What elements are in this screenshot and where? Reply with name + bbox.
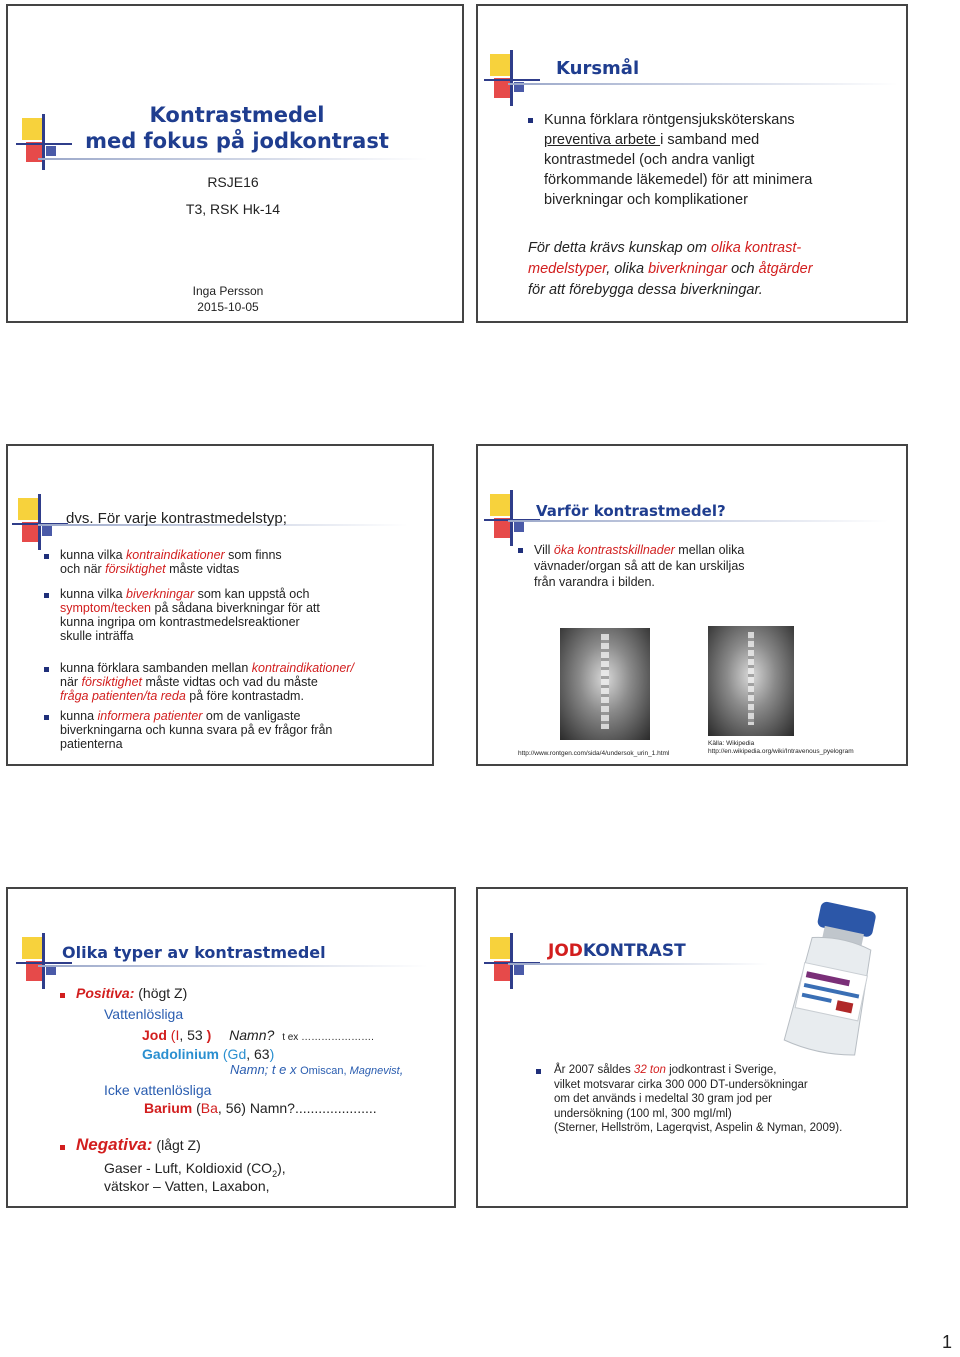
positive-heading: Positiva: (högt Z) bbox=[76, 985, 188, 1001]
bullet-icon bbox=[44, 715, 49, 720]
gadolinium-names: Namn; t e x Omiscan, Magnevist, bbox=[230, 1062, 404, 1077]
bullet-icon bbox=[60, 993, 65, 998]
negative-heading: Negativa: (lågt Z) bbox=[76, 1135, 201, 1154]
author: Inga Persson bbox=[192, 284, 264, 298]
gases-row: Gaser - Luft, Koldioxid $(CO_2)$, bbox=[104, 1160, 286, 1179]
water-soluble-label: Vattenlösliga bbox=[104, 1006, 184, 1022]
why-bullet: Vill öka kontrastskillnader mellan olika vävnader/organ så att de kan urskiljas från varandra i bilden. bbox=[534, 543, 745, 589]
date: 2015-10-05 bbox=[197, 300, 259, 314]
liquids-row: vätskor – Vatten, Laxabon, bbox=[104, 1178, 270, 1194]
slide-contrast-types bbox=[6, 887, 456, 1208]
contrast-bottle-image bbox=[774, 899, 894, 1057]
page-number: 1 bbox=[942, 1332, 953, 1352]
image-source-url-1: http://www.rontgen.com/sida/4/undersok_urin_1.html bbox=[518, 750, 670, 757]
slide-decoration bbox=[484, 50, 544, 110]
image-source-wikipedia: Källa: Wikipedia http://en.wikipedia.org/wiki/Intravenous_pyelogram bbox=[708, 740, 854, 755]
gadolinium-row: Gadolinium (Gd, 63) bbox=[142, 1046, 275, 1062]
goal-bullet: Kunna förklara röntgensjuksköterskans preventiva arbete i samband med kontrastmedel (och andra vanligt förkommande läkemedel) för att minimera biverkningar och komplikationer bbox=[544, 112, 813, 208]
bullet-icon bbox=[60, 1145, 65, 1150]
group-code: T3, RSK Hk-14 bbox=[185, 201, 281, 217]
bullet-icon bbox=[518, 548, 523, 553]
goal-note: För detta krävs kunskap om olika kontrast- medelstyper, olika biverkningar och åtgärder för att förebygga dessa biverkningar. bbox=[528, 240, 813, 298]
non-water-soluble-label: Icke vattenlösliga bbox=[104, 1082, 212, 1098]
bullet-relations: kunna förklara sambanden mellan kontraindikationer/ när försiktighet måste vidtas och vad du måste fråga patienten/ta reda på före kontrastadm. bbox=[60, 661, 354, 703]
bullet-icon bbox=[536, 1069, 541, 1074]
slide4-title: Varför kontrastmedel? bbox=[536, 502, 726, 520]
bullet-icon bbox=[528, 118, 533, 123]
title-underline bbox=[508, 83, 898, 85]
slide-per-type bbox=[6, 444, 434, 766]
course-code: RSJE16 bbox=[207, 174, 259, 190]
slide1-title: Kontrastmedel med fokus på jodkontrast bbox=[85, 103, 389, 153]
slide5-title: Olika typer av kontrastmedel bbox=[62, 943, 326, 962]
slide-decoration bbox=[16, 933, 76, 993]
title-underline bbox=[38, 158, 428, 160]
barium-row: Barium (Ba, 56) Namn?..................... bbox=[144, 1100, 377, 1116]
slide3-title: dvs. För varje kontrastmedelstyp; bbox=[66, 510, 287, 527]
slide-title bbox=[6, 4, 464, 323]
slide-why-contrast bbox=[476, 444, 908, 766]
title-underline bbox=[38, 965, 428, 967]
title-underline bbox=[508, 520, 888, 522]
iodine-row: Jod (I, 53 ) Namn? t ex …………………. bbox=[142, 1027, 374, 1043]
bullet-inform: kunna informera patienter om de vanligaste biverkningarna och kunna svara på ev frågor från patienterna bbox=[60, 709, 333, 751]
xray-image-urinary bbox=[560, 628, 650, 740]
bullet-side-effects: kunna vilka biverkningar som kan uppstå och symptom/tecken på sådana biverkningar för att kunna ingripa om kontrastmedelsreaktioner skulle inträffa bbox=[60, 587, 320, 643]
xray-image-pyelogram bbox=[708, 626, 794, 736]
bullet-contraindications: kunna vilka kontraindikationer som finns och när försiktighet måste vidtas bbox=[60, 548, 282, 576]
bullet-icon bbox=[44, 667, 49, 672]
iodine-facts: År 2007 såldes 32 ton jodkontrast i Sverige, vilket motsvarar cirka 300 000 DT-undersökningar om det används i medeltal 30 gram jod per undersökning (100 ml, 300 mgI/ml) (Sterner, Hellström, Lagerqvist, Aspelin & Nyman, 2009). bbox=[554, 1064, 843, 1134]
bullet-icon bbox=[44, 554, 49, 559]
slide6-title: JODKONTRAST bbox=[548, 941, 686, 961]
bullet-icon bbox=[44, 593, 49, 598]
slide-iodine-contrast bbox=[476, 887, 908, 1208]
slide2-title: Kursmål bbox=[556, 58, 640, 79]
title-underline bbox=[508, 963, 768, 965]
slide-course-goals bbox=[476, 4, 908, 323]
